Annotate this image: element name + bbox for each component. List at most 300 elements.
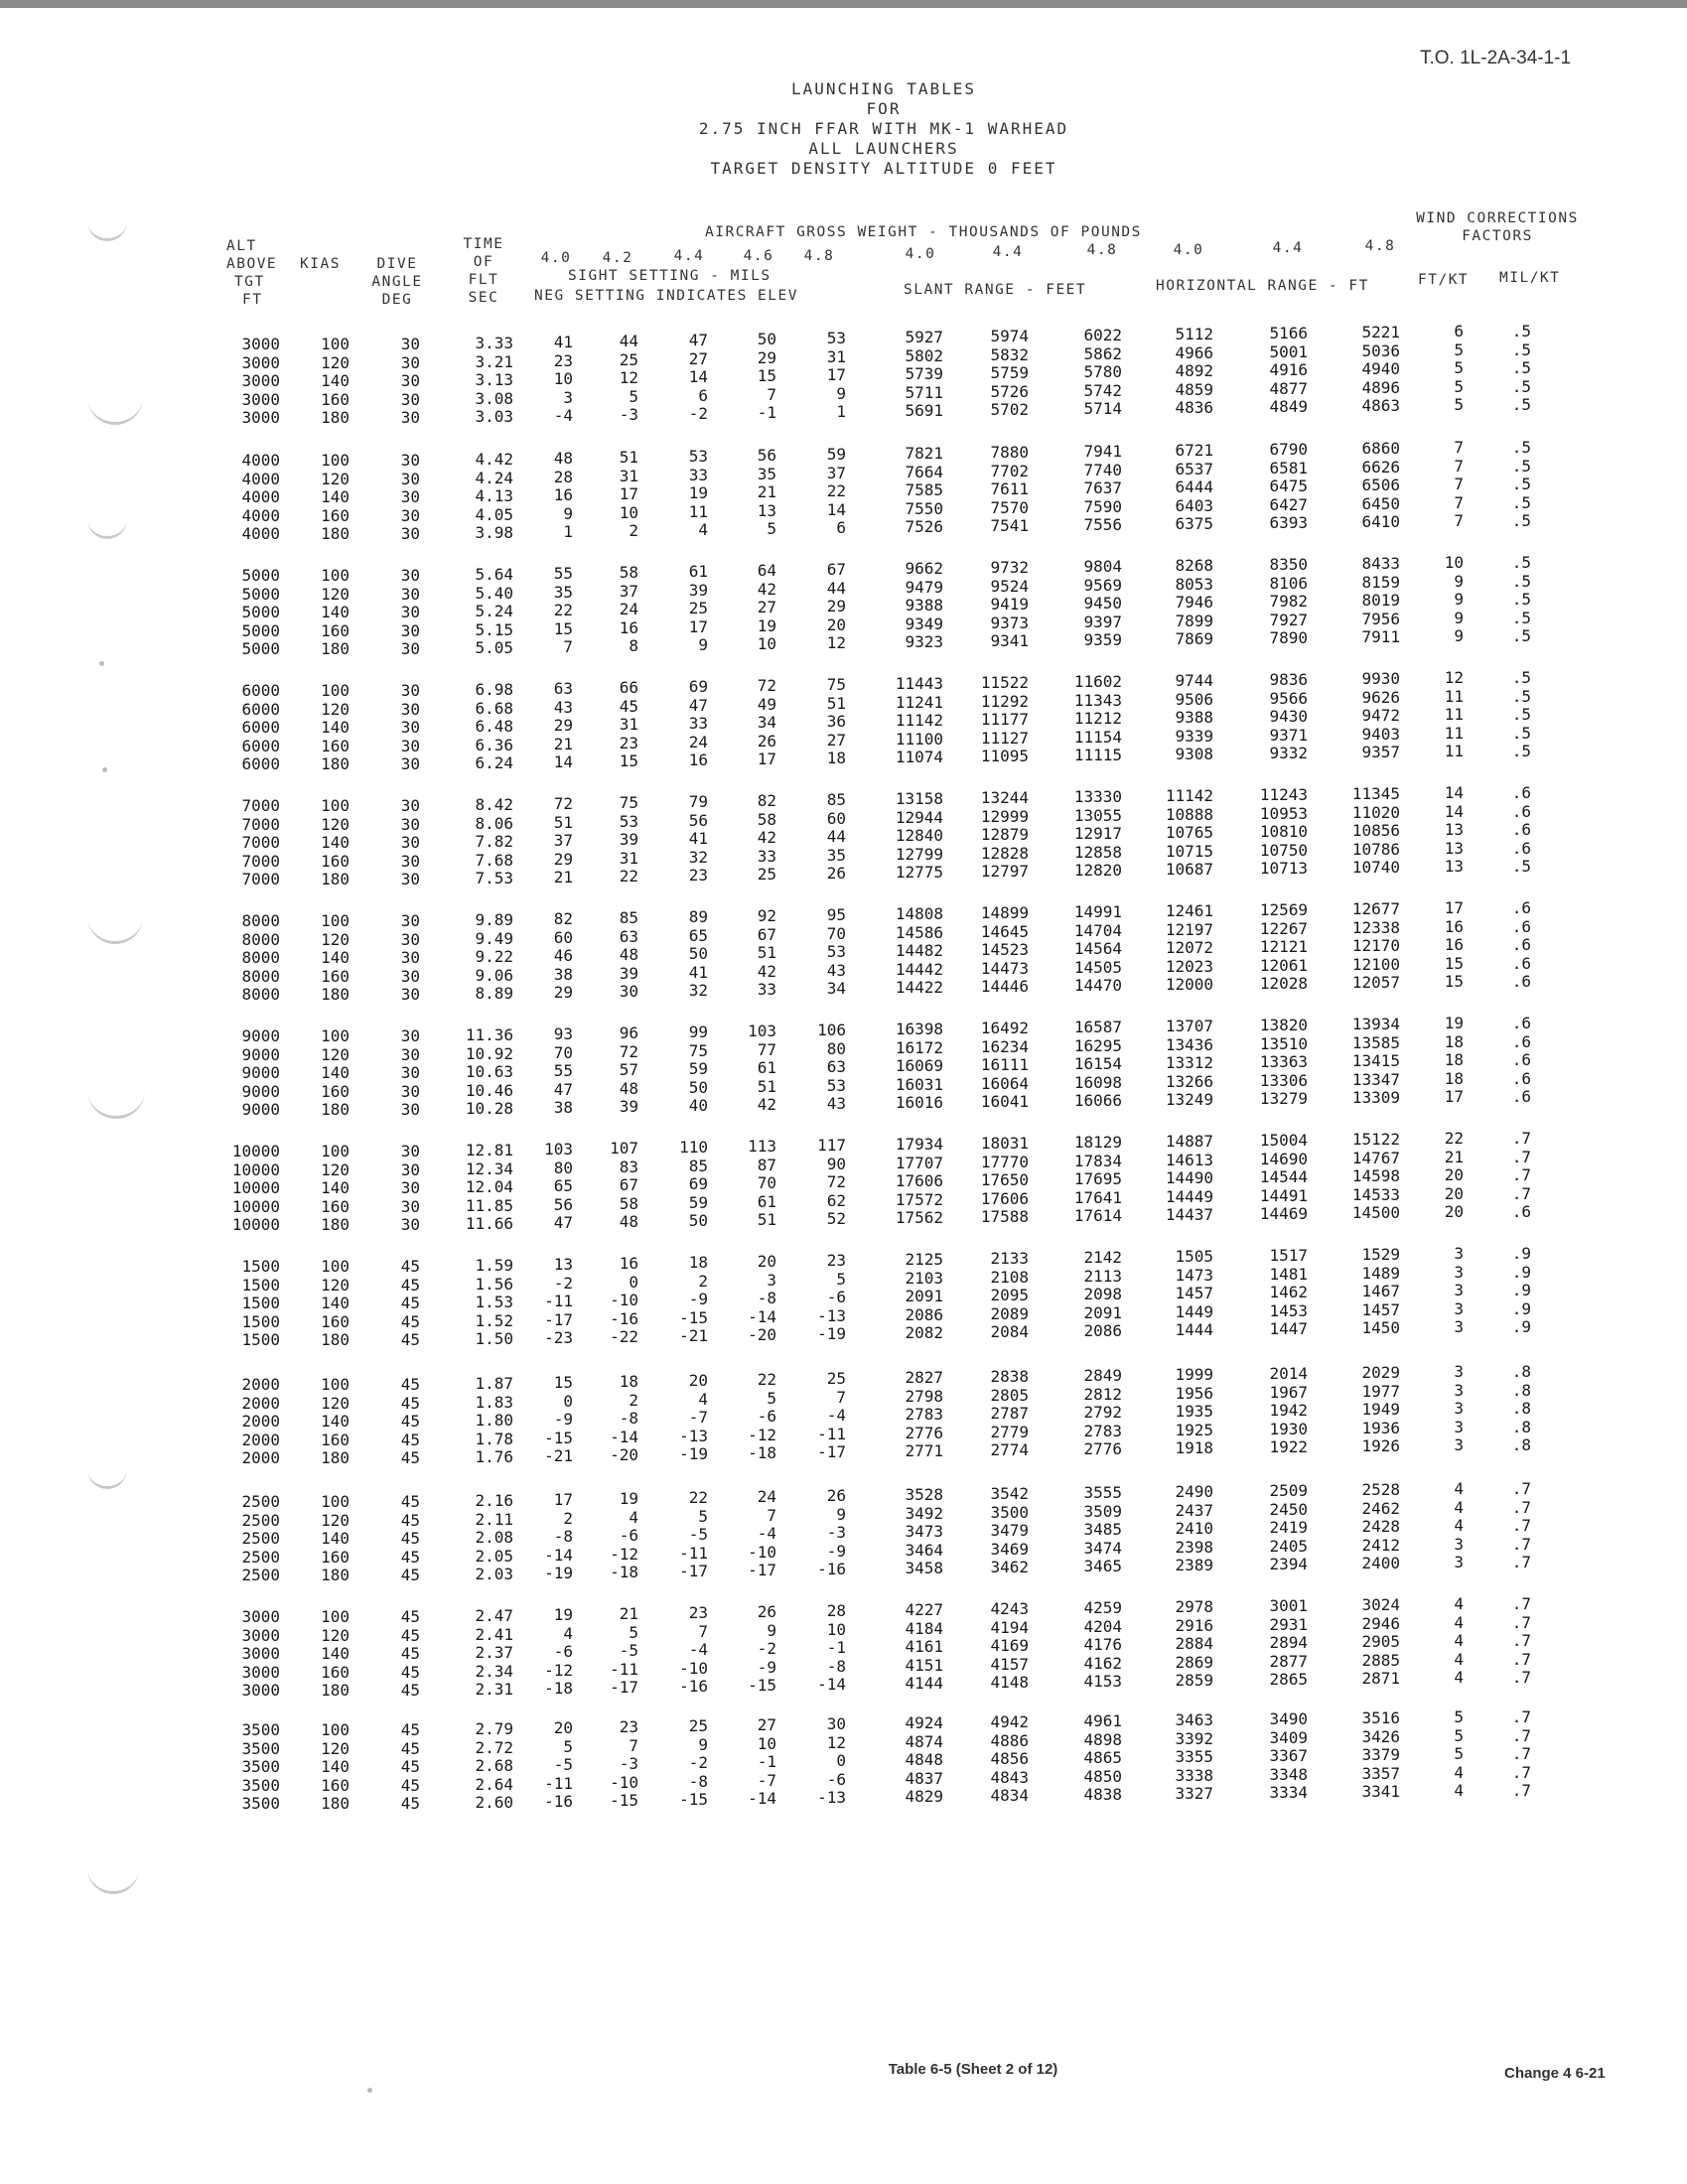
dive-header-2: ANGLE [371,274,423,290]
sight-cell: 9 [836,1504,846,1524]
slant-range-cell: 4184 [905,1618,943,1638]
wind-mil-kt-cell: .7 [1511,1707,1531,1726]
horiz-range-cell: 12569 [1259,900,1308,919]
slant-range-cell: 17641 [1073,1187,1122,1207]
kias-cell: 140 [321,1529,350,1548]
slant-range-cell: 9359 [1083,630,1122,649]
sight-cell: 17 [826,365,846,384]
horiz-range-cell: 8159 [1361,572,1400,592]
dive-cell: 30 [400,1215,420,1234]
sight-cell: 7 [563,637,573,656]
horiz-range-cell: 1930 [1269,1419,1308,1438]
time-cell: 7.53 [475,869,513,887]
sight-cell: -17 [544,1309,573,1329]
slant-range-cell: 14505 [1073,957,1122,977]
sight-cell: -2 [553,1273,573,1293]
scan-speck [102,767,107,772]
horiz-range-cell: 3490 [1269,1709,1308,1728]
wind-ft-kt-cell: 15 [1444,972,1464,991]
kias-cell: 180 [321,1566,350,1584]
dive-cell: 30 [400,833,420,852]
sight-cell: 103 [544,1140,573,1159]
horiz-range-cell: 3357 [1361,1763,1400,1783]
sight-cell: 42 [757,961,776,981]
sight-cell: 92 [757,906,776,925]
wind-mil-kt-cell: .5 [1511,857,1531,876]
sight-cell: 35 [553,582,573,602]
slant-range-cell: 14808 [895,904,943,923]
time-cell: 2.37 [475,1643,513,1662]
sight-cell: -9 [826,1541,846,1561]
kias-cell: 100 [321,796,350,815]
slant-range-cell: 14446 [980,977,1029,996]
slant-range-cell: 5927 [905,328,943,346]
slant-range-cell: 7821 [905,444,943,463]
horiz-range-cell: 14598 [1351,1166,1400,1185]
wind-mil-kt-cell: .6 [1511,783,1531,802]
sight-cell: 32 [688,847,708,867]
alt-cell: 10000 [231,1196,280,1216]
kias-cell: 180 [321,639,350,658]
sight-cell: 28 [826,1601,846,1620]
slant-weight-col: 4.8 [1086,242,1118,258]
sight-cell: 69 [688,1174,708,1193]
horiz-range-cell: 5001 [1269,341,1308,361]
slant-range-cell: 17572 [895,1189,943,1209]
wind-ft-kt-cell: 3 [1454,1435,1464,1454]
wind-mil-kt-cell: .5 [1511,626,1531,645]
dive-cell: 30 [400,736,420,755]
sight-cell: 59 [826,445,846,464]
alt-cell: 7000 [241,796,280,815]
horiz-weight-col: 4.8 [1364,238,1396,254]
horiz-range-cell: 14613 [1165,1150,1213,1169]
sight-cell: 21 [553,734,573,753]
wind-ft-kt-cell: 4 [1454,1631,1464,1650]
time-cell: 8.89 [475,984,513,1003]
sight-cell: -8 [553,1527,573,1546]
horiz-range-cell: 1949 [1361,1400,1400,1419]
horiz-range-cell: 13266 [1165,1071,1213,1091]
slant-range-cell: 9524 [990,576,1029,596]
sight-cell: 95 [826,905,846,924]
alt-cell: 7000 [241,851,280,871]
horiz-range-cell: 3379 [1361,1745,1400,1764]
horiz-range-cell: 1918 [1175,1438,1213,1457]
sight-cell: 14 [688,367,708,386]
sight-cell: 11 [688,501,708,521]
time-cell: 2.47 [475,1606,513,1625]
slant-range-cell: 13158 [895,789,943,808]
slant-range-cell: 7664 [905,462,943,481]
wind-mil-kt-cell: .6 [1511,898,1531,917]
kias-cell: 140 [321,1644,350,1663]
kias-cell: 140 [321,1412,350,1431]
slant-range-cell: 5780 [1083,362,1122,381]
sight-cell: 4 [698,520,708,539]
horiz-range-cell: 9403 [1361,724,1400,744]
wind-ft-kt-cell: 19 [1444,1014,1464,1032]
alt-cell: 10000 [231,1215,280,1234]
sight-cell: 51 [757,943,776,962]
sight-cell: 24 [688,732,708,751]
wind-mil-kt-cell: .5 [1511,358,1531,377]
horiz-range-cell: 2412 [1361,1535,1400,1555]
horiz-range-cell: 9744 [1175,671,1213,690]
horiz-range-cell: 3348 [1269,1764,1308,1784]
kias-cell: 100 [321,566,350,585]
kias-cell: 100 [321,1375,350,1394]
alt-cell: 2000 [241,1393,280,1413]
horiz-range-cell: 14887 [1165,1132,1213,1151]
horiz-range-cell: 1462 [1269,1283,1308,1301]
sight-cell: 10 [826,1619,846,1639]
horiz-range-cell: 10687 [1165,860,1213,879]
time-cell: 6.36 [475,735,513,754]
sight-cell: -23 [544,1328,573,1347]
time-cell: 5.05 [475,638,513,657]
sight-cell: 21 [757,482,776,501]
slant-range-cell: 3462 [990,1558,1029,1576]
horiz-range-cell: 2490 [1175,1482,1213,1501]
slant-range-cell: 3485 [1083,1520,1122,1539]
sight-cell: -18 [544,1679,573,1698]
horiz-range-cell: 13347 [1351,1069,1400,1089]
wind-ft-kt-cell: 18 [1444,1068,1464,1088]
alt-cell: 3000 [241,408,280,427]
sight-cell: 4 [563,1623,573,1643]
slant-range-cell: 11100 [895,729,943,749]
wind-mil-kt-cell: .5 [1511,438,1531,457]
sight-cell: -6 [619,1526,638,1545]
wind-mil-kt-cell: .7 [1511,1594,1531,1613]
title-line: LAUNCHING TABLES [790,79,977,98]
slant-range-cell: 14899 [980,903,1029,922]
wind-mil-kt-cell: .5 [1511,475,1531,493]
time-cell: 10.28 [465,1099,513,1118]
wind-mil-kt-cell: .6 [1511,972,1531,991]
slant-range-cell: 4162 [1083,1653,1122,1673]
title-line: 2.75 INCH FFAR WITH MK-1 WARHEAD [698,119,1069,138]
horiz-range-cell: 6444 [1175,478,1213,496]
sight-cell: 25 [619,349,638,369]
alt-cell: 3000 [241,335,280,353]
time-cell: 4.42 [475,450,513,469]
sight-cell: 27 [826,730,846,750]
slant-range-cell: 5862 [1083,343,1122,363]
horiz-range-cell: 14449 [1165,1186,1213,1206]
time-cell: 1.83 [475,1392,513,1412]
alt-cell: 1500 [241,1275,280,1295]
slant-range-cell: 11212 [1073,709,1122,728]
alt-cell: 8000 [241,929,280,949]
sight-cell: 39 [688,580,708,600]
kias-cell: 120 [321,814,350,834]
table-caption: Table 6-5 (Sheet 2 of 12) [888,2061,1058,2078]
sight-cell: 2 [563,1508,573,1528]
wind-ft-kt-cell: 4 [1454,1668,1464,1687]
sight-cell: -12 [748,1425,776,1444]
horiz-range-cell: 7899 [1175,611,1213,630]
slant-range-cell: 4204 [1083,1616,1122,1636]
slant-range-cell: 3464 [905,1540,943,1560]
dive-header-3: DEG [381,292,413,308]
horiz-range-cell: 14500 [1351,1203,1400,1222]
sight-cell: 85 [688,1156,708,1175]
sight-cell: 16 [688,751,708,769]
wind-mil-kt-cell: .5 [1511,742,1531,760]
slant-range-cell: 16066 [1073,1091,1122,1110]
slant-range-cell: 12828 [980,843,1029,863]
kias-cell: 120 [321,699,350,719]
sight-cell: 12 [826,1732,846,1752]
sight-cell: -2 [688,1753,708,1772]
sight-cell: 20 [757,1252,776,1271]
slant-range-cell: 3469 [990,1539,1029,1559]
slant-range-cell: 4153 [1083,1672,1122,1691]
wind-ft-kt-cell: 4 [1454,1649,1464,1669]
horiz-range-cell: 13415 [1351,1051,1400,1070]
sight-cell: 48 [619,1212,638,1231]
horiz-range-cell: 3367 [1269,1746,1308,1765]
slant-range-cell: 9450 [1083,594,1122,613]
horiz-range-cell: 10810 [1259,822,1308,841]
slant-range-cell: 3473 [905,1522,943,1541]
gross-weight-header: AIRCRAFT GROSS WEIGHT - THOUSANDS OF POUNDS [705,224,1142,240]
dive-cell: 30 [400,699,420,719]
slant-range-cell: 7611 [990,479,1029,498]
sight-cell: 9 [698,635,708,654]
time-cell: 1.76 [475,1447,513,1466]
slant-range-cell: 4843 [990,1767,1029,1787]
slant-range-cell: 9341 [990,631,1029,650]
horiz-range-cell: 6403 [1175,495,1213,515]
sight-cell: 25 [826,1369,846,1388]
horiz-range-cell: 1467 [1361,1282,1400,1300]
sight-cell: 42 [757,1095,776,1114]
sight-cell: 24 [619,600,638,618]
time-cell: 4.13 [475,486,513,505]
sight-cell: 31 [619,848,638,868]
sight-cell: 41 [553,333,573,351]
horiz-range-cell: 12061 [1259,955,1308,975]
sight-cell: 18 [688,1253,708,1272]
slant-range-cell: 4942 [990,1712,1029,1731]
horiz-range-cell: 12057 [1351,973,1400,992]
time-cell: 1.50 [475,1329,513,1348]
horiz-range-cell: 9308 [1175,745,1213,763]
wind-mil-kt-cell: .6 [1511,935,1531,954]
horiz-range-cell: 2528 [1361,1480,1400,1499]
sight-cell: 29 [553,716,573,735]
sight-cell: 25 [757,865,776,884]
sight-cell: 53 [826,1075,846,1095]
horiz-range-cell: 6721 [1175,441,1213,460]
slant-range-cell: 7550 [905,498,943,518]
kias-cell: 140 [321,948,350,967]
horiz-range-cell: 13707 [1165,1017,1213,1035]
sight-cell: 72 [619,1041,638,1061]
slant-range-cell: 2091 [905,1287,943,1305]
sight-cell: 35 [757,464,776,483]
sight-cell: 31 [826,346,846,366]
horiz-range-cell: 3426 [1361,1726,1400,1746]
wind-ft-kt-cell: 14 [1444,801,1464,821]
sight-cell: 26 [757,731,776,751]
horiz-range-cell: 9430 [1269,707,1308,726]
sight-cell: -11 [679,1543,708,1563]
slant-range-cell: 4924 [905,1713,943,1732]
sight-cell: 17 [619,484,638,503]
horiz-range-cell: 8053 [1175,574,1213,594]
sight-cell: -10 [610,1772,638,1792]
dive-cell: 30 [400,524,420,543]
slant-range-cell: 18129 [1073,1133,1122,1152]
horiz-range-cell: 12338 [1351,917,1400,937]
kias-cell: 120 [321,1510,350,1530]
dive-cell: 30 [400,371,420,390]
sight-cell: 5 [629,1622,638,1642]
horiz-range-cell: 7869 [1175,629,1213,648]
sight-cell: 5 [698,1506,708,1526]
alt-cell: 8000 [241,911,280,930]
sight-cell: 30 [826,1714,846,1733]
horiz-range-cell: 3409 [1269,1727,1308,1747]
sight-cell: 6 [698,385,708,405]
sight-cell: -11 [610,1659,638,1679]
sight-cell: 56 [553,1194,573,1214]
horiz-range-cell: 1444 [1175,1320,1213,1339]
wind-mil-kt-cell: .7 [1511,1631,1531,1650]
sight-cell: -3 [826,1523,846,1542]
sight-cell: -8 [619,1409,638,1428]
wind-mil-kt-cell: .6 [1511,953,1531,973]
time-cell: 2.03 [475,1565,513,1583]
slant-range-cell: 3465 [1083,1557,1122,1575]
slant-range-cell: 4848 [905,1750,943,1769]
sight-cell: 43 [826,1094,846,1113]
slant-range-cell: 5726 [990,381,1029,401]
horiz-range-cell: 14490 [1165,1168,1213,1187]
table-title [635,79,1132,179]
dive-cell: 45 [400,1625,420,1645]
sight-cell: 10 [619,502,638,522]
wind-ft-kt-cell: 13 [1444,857,1464,876]
horiz-range-cell: 1505 [1175,1247,1213,1266]
dive-cell: 30 [400,1142,420,1160]
kias-cell: 140 [321,1757,350,1776]
wind-ft-kt-cell: 3 [1454,1553,1464,1571]
sight-cell: 9 [563,503,573,523]
sight-cell: -5 [619,1641,638,1660]
horiz-range-cell: 14469 [1259,1204,1308,1223]
sight-setting-header: SIGHT SETTING - MILS [568,268,772,284]
kias-cell: 160 [321,851,350,871]
slant-range-cell: 14482 [895,941,943,960]
slant-range-cell: 9479 [905,577,943,597]
sight-cell: 26 [826,864,846,883]
slant-range-cell: 9419 [990,595,1029,614]
slant-range-cell: 4194 [990,1617,1029,1637]
sight-cell: 49 [757,694,776,714]
dive-cell: 45 [400,1644,420,1663]
horiz-range-cell: 2894 [1269,1633,1308,1652]
kias-cell: 160 [321,1775,350,1795]
alt-cell: 3000 [241,1662,280,1682]
wind-mil-kt-cell: .7 [1511,1497,1531,1517]
wind-ft-kt-cell: 5 [1454,395,1464,414]
horiz-range-cell: 1481 [1269,1264,1308,1284]
wind-ft-kt-cell: 7 [1454,456,1464,476]
slant-range-cell: 4834 [990,1786,1029,1805]
time-header-2: OF [473,254,494,270]
alt-cell: 9000 [241,1063,280,1082]
sight-cell: -16 [817,1560,846,1578]
horiz-range-cell: 13510 [1259,1033,1308,1053]
sight-cell: -21 [679,1326,708,1345]
slant-range-cell: 2113 [1083,1266,1122,1286]
wind-ft-kt-cell: 9 [1454,590,1464,609]
slant-range-cell: 2849 [1083,1366,1122,1385]
slant-range-cell: 9373 [990,613,1029,632]
wind-mil-kt-cell: .9 [1511,1298,1531,1318]
sight-cell: 20 [553,1718,573,1737]
slant-range-cell: 17695 [1073,1169,1122,1188]
slant-range-cell: 17770 [980,1152,1029,1171]
slant-range-cell: 12917 [1073,824,1122,843]
wind-ft-kt-cell: 4 [1454,1612,1464,1632]
slant-range-cell: 4157 [990,1654,1029,1674]
wind-mil-kt-cell: .7 [1511,1744,1531,1763]
time-cell: 5.15 [475,619,513,639]
sight-cell: 60 [826,808,846,828]
time-cell: 7.82 [475,832,513,851]
alt-cell: 8000 [241,966,280,986]
time-cell: 1.80 [475,1411,513,1430]
sight-cell: -6 [553,1642,573,1661]
wind-ft-kt-cell: 7 [1454,492,1464,512]
kias-cell: 160 [321,1196,350,1216]
wind-mil-kt-cell: .8 [1511,1362,1531,1381]
wind-ft-kt-cell: 3 [1454,1534,1464,1554]
slant-range-cell: 4148 [990,1673,1029,1692]
alt-cell: 9000 [241,1081,280,1101]
sight-cell: -10 [679,1658,708,1678]
sight-cell: 39 [619,963,638,983]
time-cell: 3.03 [475,407,513,426]
horiz-range-cell: 2884 [1175,1634,1213,1653]
sight-cell: 64 [757,561,776,580]
dive-cell: 45 [400,1492,420,1511]
slant-range-cell: 14704 [1073,920,1122,940]
sight-cell: 29 [757,347,776,367]
slant-range-cell: 9732 [990,558,1029,577]
kias-cell: 100 [321,451,350,470]
horiz-range-cell: 12170 [1351,936,1400,955]
slant-range-cell: 12820 [1073,861,1122,880]
wind-ft-kt-cell: 11 [1444,723,1464,743]
dive-cell: 30 [400,1196,420,1216]
alt-cell: 3500 [241,1720,280,1739]
horiz-range-cell: 6375 [1175,514,1213,533]
slant-range-cell: 4961 [1083,1711,1122,1730]
kias-cell: 160 [321,1311,350,1331]
slant-range-cell: 16587 [1073,1018,1122,1036]
kias-cell: 160 [321,620,350,640]
horiz-range-cell: 2905 [1361,1632,1400,1651]
alt-cell: 2000 [241,1375,280,1394]
horiz-range-cell: 3341 [1361,1782,1400,1801]
